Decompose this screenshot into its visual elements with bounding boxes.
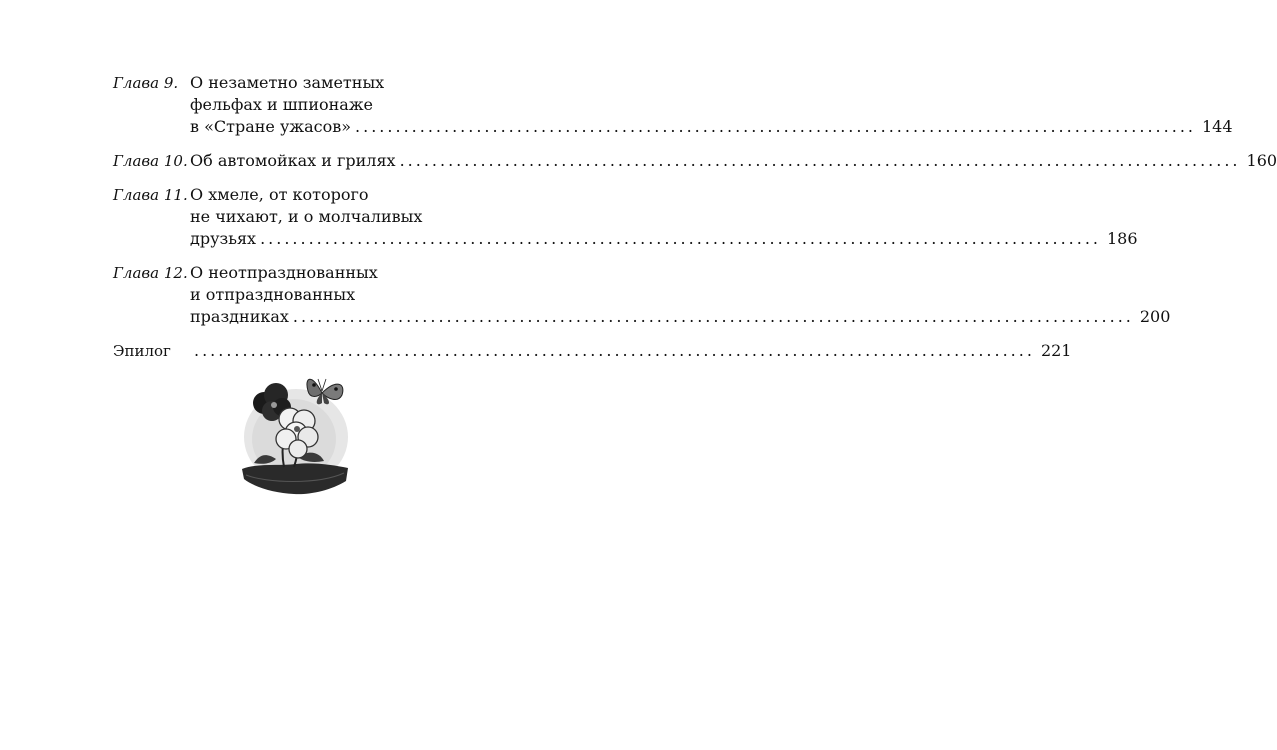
title-line: в «Стране ужасов» xyxy=(190,117,352,136)
flower-butterfly-vignette-icon xyxy=(238,365,352,499)
chapter-title xyxy=(190,262,1170,328)
page-number: 186 xyxy=(1107,229,1138,248)
title-line: О неотпразднованных xyxy=(190,263,378,282)
page-number: 221 xyxy=(1040,341,1072,360)
title-last-line xyxy=(190,150,1277,172)
title-last-line xyxy=(190,306,1170,328)
title-line: Об автомойках и грилях xyxy=(190,151,396,170)
page-number: 144 xyxy=(1201,117,1233,136)
title-line: О хмеле, от которого xyxy=(190,185,369,204)
title-last-line xyxy=(190,116,1233,138)
title-line: друзьях xyxy=(190,229,257,248)
toc-entry-chapter-10 xyxy=(113,150,1277,172)
title-line: праздниках xyxy=(190,307,289,326)
title-line: и отпразднованных xyxy=(190,285,356,304)
dot-leader xyxy=(355,116,1196,138)
page-number: 160 xyxy=(1246,151,1277,170)
chapter-label: Глава 12. xyxy=(113,264,188,282)
toc-entry-chapter-9 xyxy=(113,72,1233,138)
chapter-label: Глава 9. xyxy=(113,74,179,92)
page-number: 200 xyxy=(1139,307,1171,326)
dot-leader xyxy=(260,228,1101,250)
chapter-label: Глава 11. xyxy=(113,186,188,204)
toc-entry-epilogue xyxy=(113,340,1072,362)
toc-entry-chapter-12 xyxy=(113,262,1171,328)
chapter-label: Глава 10. xyxy=(113,152,188,170)
title-line: не чихают, и о молчаливых xyxy=(190,207,423,226)
epilogue-title xyxy=(190,340,1071,362)
title-line: фельфах и шпионаже xyxy=(190,95,374,114)
dot-leader xyxy=(400,150,1241,172)
table-of-contents xyxy=(113,72,1277,374)
title-line: О незаметно заметных xyxy=(190,73,385,92)
title-last-line xyxy=(190,340,1071,362)
dot-leader xyxy=(194,340,1035,362)
epilogue-label: Эпилог xyxy=(113,342,171,360)
chapter-title xyxy=(190,150,1277,172)
chapter-title xyxy=(190,72,1233,138)
dot-leader xyxy=(293,306,1134,328)
toc-entry-chapter-11 xyxy=(113,184,1138,250)
title-last-line xyxy=(190,228,1138,250)
chapter-title xyxy=(190,184,1138,250)
